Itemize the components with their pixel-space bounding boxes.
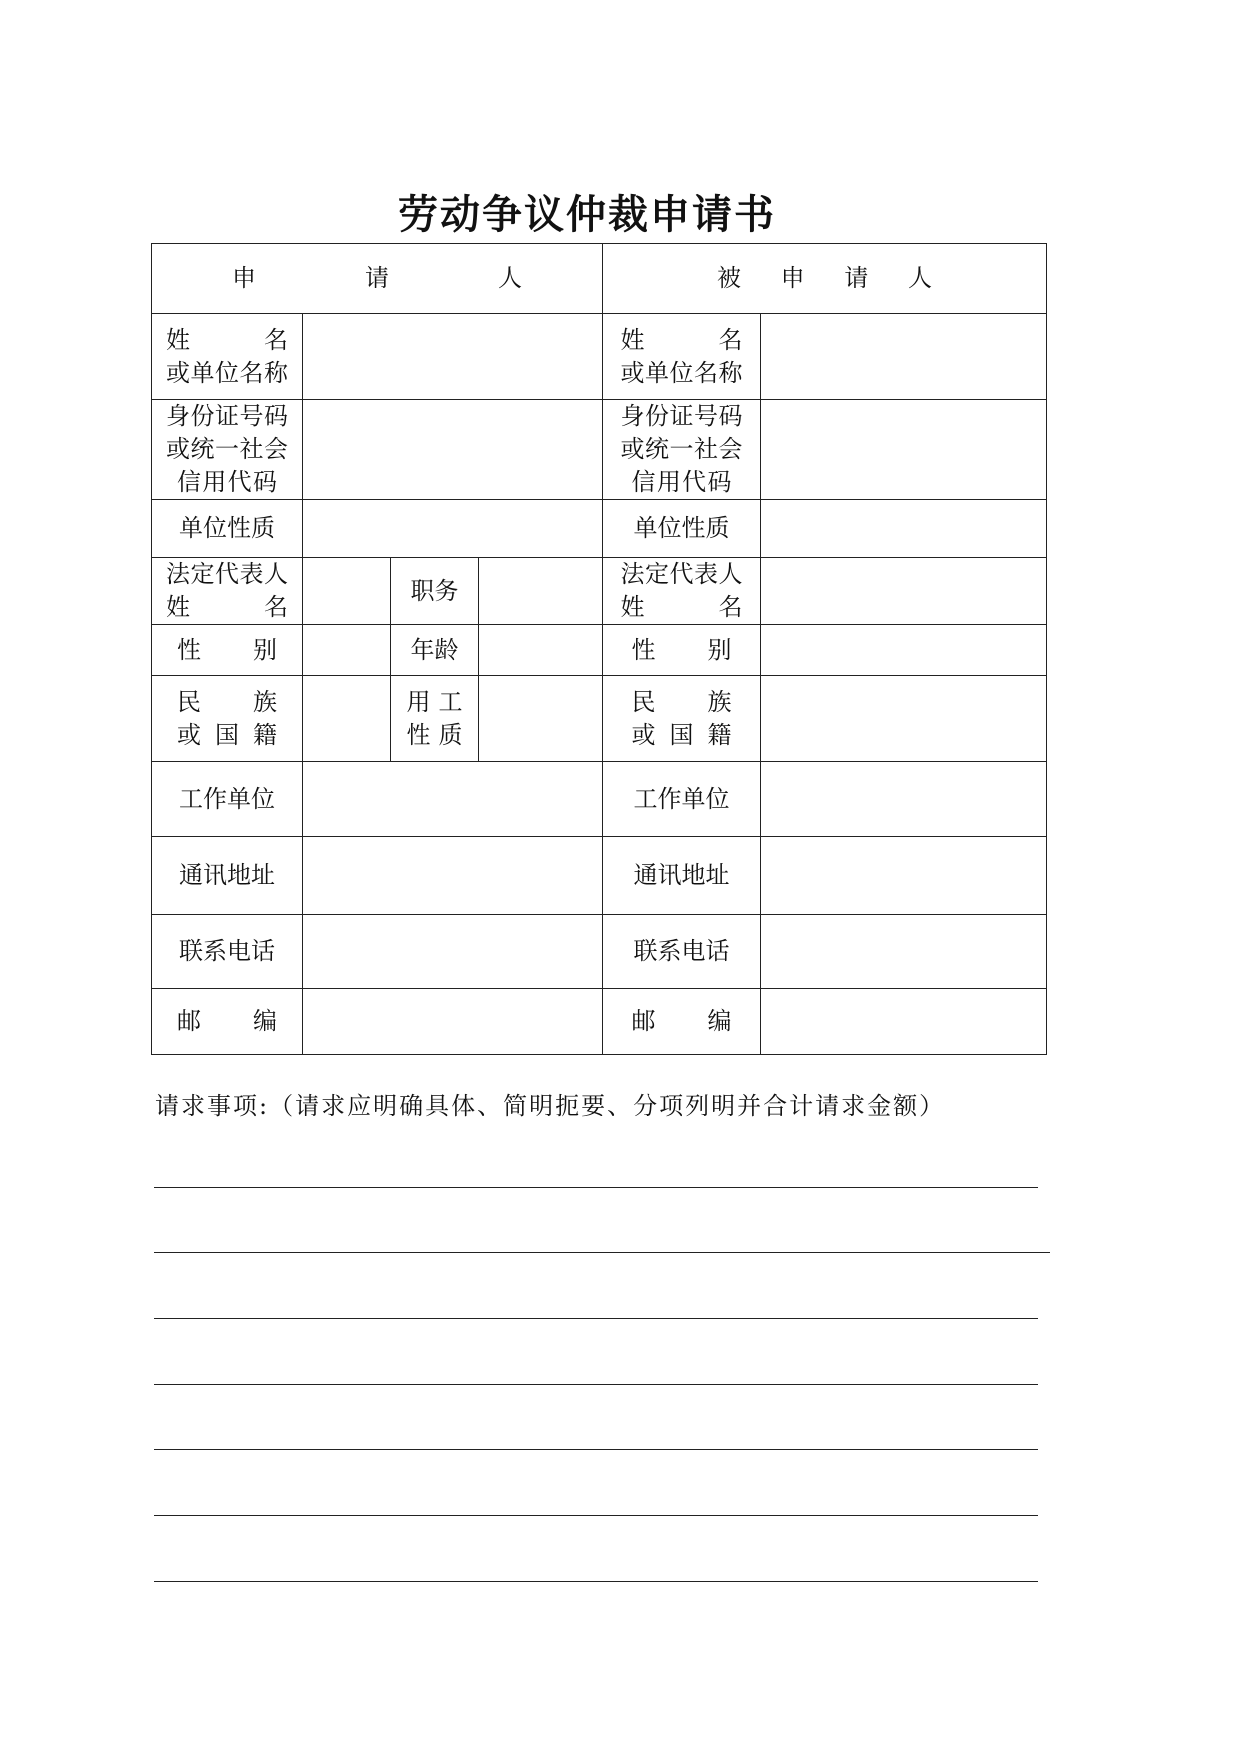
employment-nature-field[interactable] <box>479 676 603 762</box>
applicant-work-unit-label: 工作单位 <box>152 762 303 837</box>
respondent-legal-rep-field[interactable] <box>761 558 1047 625</box>
respondent-postcode-field[interactable] <box>761 989 1047 1055</box>
header-row <box>152 244 1047 314</box>
name-row <box>152 314 1047 400</box>
unit-nature-row <box>152 500 1047 558</box>
request-line[interactable] <box>154 1581 1038 1582</box>
applicant-sex-label: 性别 <box>152 625 303 676</box>
respondent-sex-label: 性别 <box>603 625 761 676</box>
respondent-id-label: 身份证号码 或统一社会 信用代码 <box>603 400 761 500</box>
request-note: （请求应明确具体、简明扼要、分项列明并合计请求金额） <box>269 1092 946 1120</box>
applicant-phone-field[interactable] <box>303 915 603 989</box>
request-items-heading <box>155 1086 945 1121</box>
age-field[interactable] <box>479 625 603 676</box>
phone-row <box>152 915 1047 989</box>
respondent-address-field[interactable] <box>761 837 1047 915</box>
applicant-address-label: 通讯地址 <box>152 837 303 915</box>
age-label: 年龄 <box>391 625 479 676</box>
ethnicity-row <box>152 676 1047 762</box>
page-title: 劳动争议仲裁申请书 <box>398 192 776 238</box>
request-line[interactable] <box>154 1449 1038 1450</box>
applicant-unit-nature-label: 单位性质 <box>152 500 303 558</box>
applicant-sex-field[interactable] <box>303 625 391 676</box>
applicant-name-label: 姓名 或单位名称 <box>152 314 303 400</box>
request-label: 请求事项: <box>155 1092 270 1120</box>
applicant-postcode-label: 邮编 <box>152 989 303 1055</box>
position-field[interactable] <box>479 558 603 625</box>
position-label: 职务 <box>391 558 479 625</box>
request-line[interactable] <box>154 1252 1050 1253</box>
postcode-row <box>152 989 1047 1055</box>
sex-row <box>152 625 1047 676</box>
respondent-unit-nature-field[interactable] <box>761 500 1047 558</box>
id-row <box>152 400 1047 500</box>
applicant-phone-label: 联系电话 <box>152 915 303 989</box>
respondent-sex-field[interactable] <box>761 625 1047 676</box>
respondent-phone-label: 联系电话 <box>603 915 761 989</box>
applicant-id-field[interactable] <box>303 400 603 500</box>
respondent-name-field[interactable] <box>761 314 1047 400</box>
respondent-address-label: 通讯地址 <box>603 837 761 915</box>
respondent-work-unit-label: 工作单位 <box>603 762 761 837</box>
respondent-postcode-label: 邮编 <box>603 989 761 1055</box>
request-line[interactable] <box>154 1187 1038 1188</box>
applicant-work-unit-field[interactable] <box>303 762 603 837</box>
respondent-ethnicity-field[interactable] <box>761 676 1047 762</box>
applicant-legal-rep-label: 法定代表人 姓名 <box>152 558 303 625</box>
applicant-address-field[interactable] <box>303 837 603 915</box>
respondent-phone-field[interactable] <box>761 915 1047 989</box>
arbitration-form-table <box>151 243 1047 1055</box>
employment-nature-label: 用工 性质 <box>391 676 479 762</box>
applicant-ethnicity-label: 民族 或国籍 <box>152 676 303 762</box>
applicant-legal-rep-field[interactable] <box>303 558 391 625</box>
applicant-id-label: 身份证号码 或统一社会 信用代码 <box>152 400 303 500</box>
applicant-name-field[interactable] <box>303 314 603 400</box>
respondent-unit-nature-label: 单位性质 <box>603 500 761 558</box>
applicant-unit-nature-field[interactable] <box>303 500 603 558</box>
work-unit-row <box>152 762 1047 837</box>
legal-rep-row <box>152 558 1047 625</box>
respondent-ethnicity-label: 民族 或国籍 <box>603 676 761 762</box>
applicant-header: 申请人 <box>152 244 603 314</box>
request-line[interactable] <box>154 1515 1038 1516</box>
applicant-postcode-field[interactable] <box>303 989 603 1055</box>
applicant-ethnicity-field[interactable] <box>303 676 391 762</box>
request-line[interactable] <box>154 1384 1038 1385</box>
respondent-legal-rep-label: 法定代表人 姓名 <box>603 558 761 625</box>
respondent-work-unit-field[interactable] <box>761 762 1047 837</box>
request-line[interactable] <box>154 1318 1038 1319</box>
respondent-name-label: 姓名 或单位名称 <box>603 314 761 400</box>
address-row <box>152 837 1047 915</box>
respondent-id-field[interactable] <box>761 400 1047 500</box>
respondent-header: 被申请人 <box>603 244 1047 314</box>
